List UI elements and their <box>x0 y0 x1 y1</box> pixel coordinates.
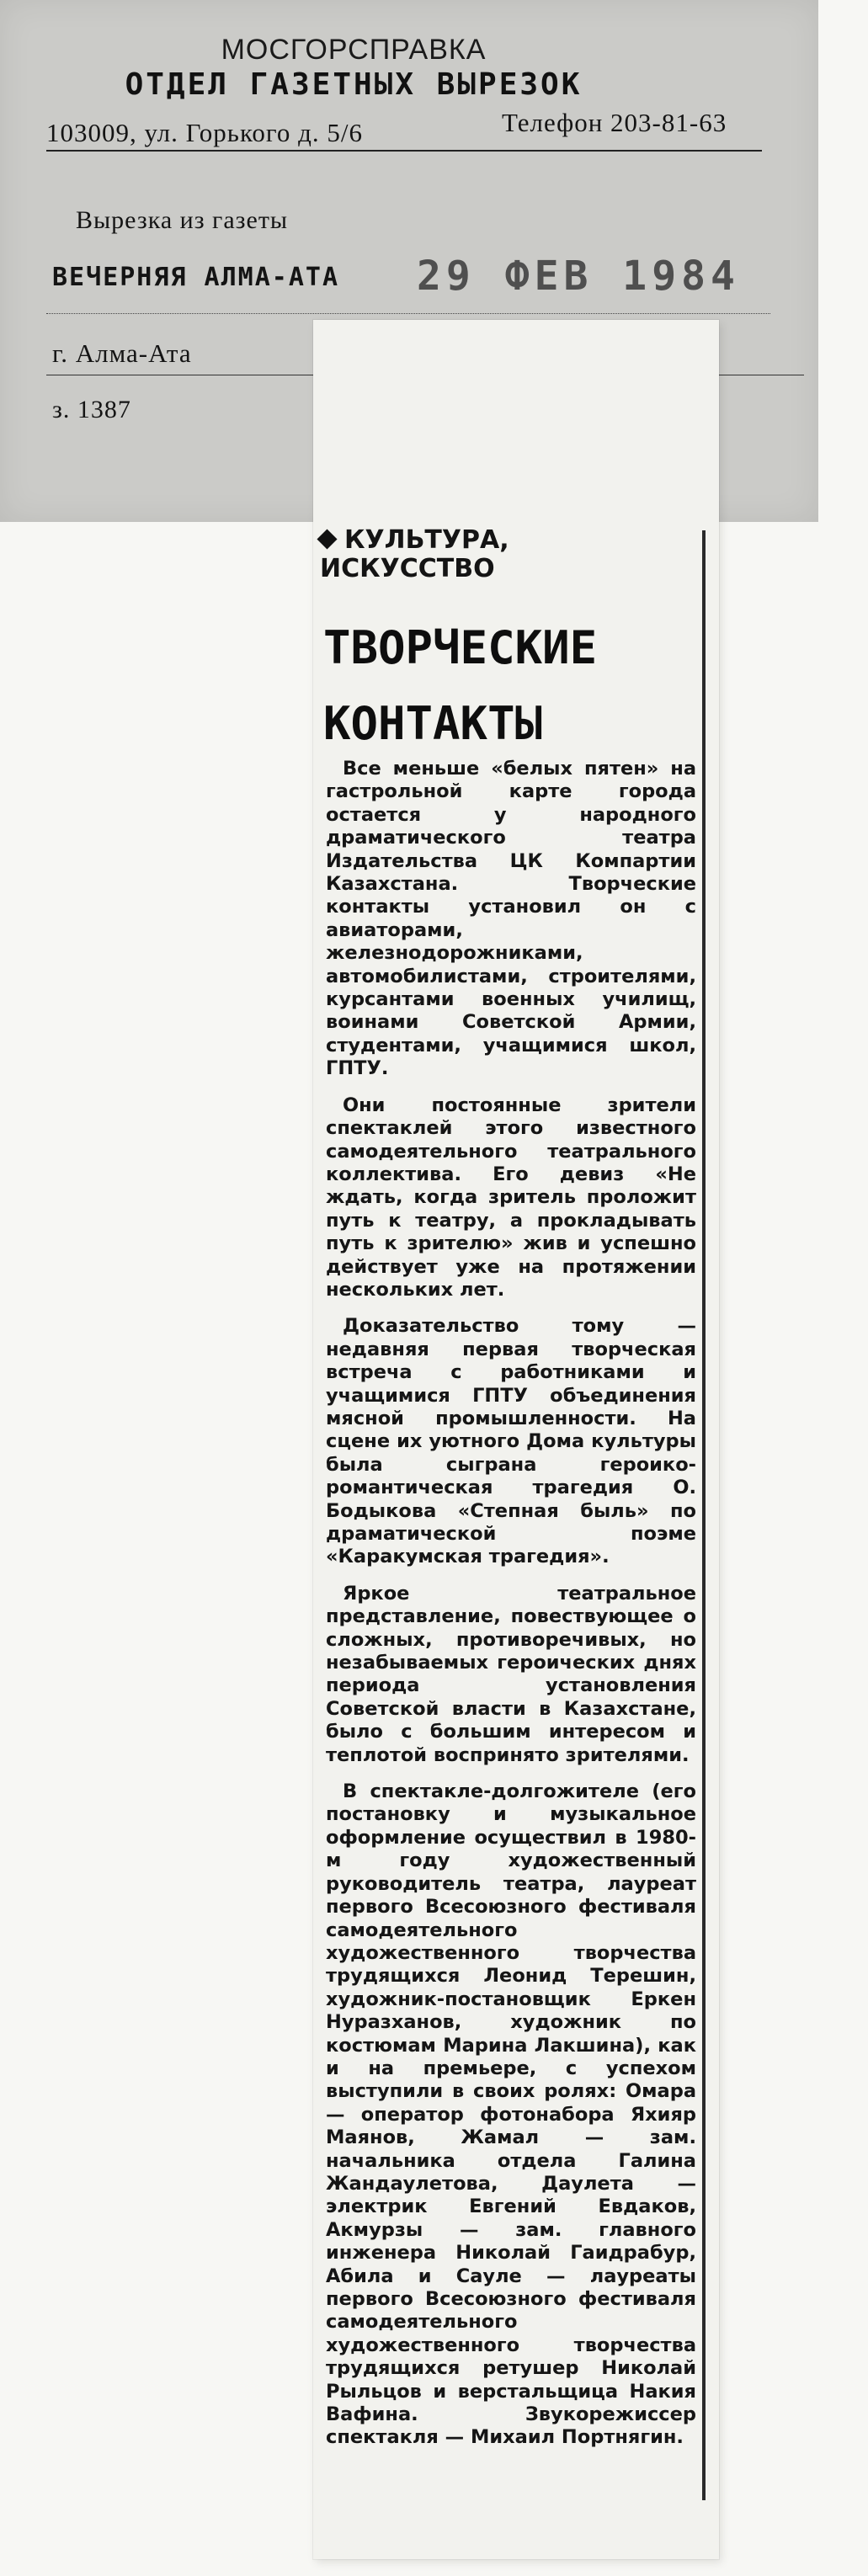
diamond-bullet-icon <box>317 529 337 549</box>
newspaper-name: ВЕЧЕРНЯЯ АЛМА-АТА <box>52 263 340 292</box>
article-paragraph: В спектакле-долгожителе (его постановку и музыкальное оформление осуществил в 1980-м году художественный руководитель театра, лауреат первого Всесоюзного фестиваля самодеятельного художественного творчества трудящихся Леонид Терешин, художник-постановщик Еркен Нуразханов, художник по костюмам Марина Лакшина), как и на премьере, с успехом выступили в своих ролях: Омара — оператор фотонабора Яхияр Маянов, Жамал — зам. начальника отдела Галина Жандаулетова, Даулета — электрик Евгений Евдаков, Акмурзы — зам. главного инженера Николай Гаидрабур, Абила и Сауле — лауреаты первого Всесоюзного фестиваля самодеятельного художественного творчества трудящихся ретушер Николай Рыльцов и верстальщица Накия Вафина. Звукорежиссер спектакля — Михаил Портнягин. <box>326 1780 696 2449</box>
bureau-department: ОТДЕЛ ГАЗЕТНЫХ ВЫРЕЗОК <box>125 67 583 102</box>
article-paragraph: Они постоянные зрители спектаклей этого известного самодеятельного театрального коллектива. Его девиз «Не ждать, когда зритель проложит путь к театру, а прокладывать путь к зрителю» жив и успешно действует уже на протяжении нескольких лет. <box>326 1094 696 1301</box>
header-divider <box>46 150 762 152</box>
bureau-name: МОСГОРСПРАВКА <box>221 34 487 66</box>
article-rubric <box>320 526 509 583</box>
article-headline <box>323 610 694 762</box>
order-number: з. 1387 <box>52 396 131 423</box>
clipping-label: Вырезка из газеты <box>76 206 289 234</box>
rubric-line-1 <box>320 526 509 555</box>
newspaper-underline <box>46 313 770 314</box>
headline-line-2: КОНТАКТЫ <box>323 697 543 750</box>
city-label: г. Алма-Ата <box>52 338 192 368</box>
newspaper-clipping <box>313 320 719 2559</box>
bureau-address: 103009, ул. Горького д. 5/6 <box>46 118 364 147</box>
bureau-phone: Телефон 203-81-63 <box>502 108 727 137</box>
article-paragraph: Яркое театральное представление, повествующее о сложных, противоречивых, но незабываемых героических днях периода установления Советской власти в Казахстане, было с большим интересом и теплотой воспринято зрителями. <box>326 1582 696 1766</box>
rubric-line-1-text: КУЛЬТУРА, <box>344 525 509 555</box>
rubric-line-2: ИСКУССТВО <box>320 554 495 583</box>
article-paragraph: Все меньше «белых пятен» на гастрольной карте города остается у народного драматического театра Издательства ЦК Компартии Казахстана. Творческие контакты установил он с авиаторами, железнодорожниками, автомобилистами, строителями, курсантами военных училищ, воинами Советской Армии, студентами, учащимися школ, ГПТУ. <box>326 758 696 1080</box>
column-rule <box>702 530 706 2500</box>
headline-line-1: ТВОРЧЕСКИЕ <box>323 621 598 674</box>
article-paragraph: Доказательство тому — недавняя первая творческая встреча с работниками и учащимися ГПТУ объединения мясной промышленности. На сцене их уютного Дома культуры была сыграна героико-романтическая трагедия О. Бодыкова «Степная быль» по драматической поэме «Каракумская трагедия». <box>326 1315 696 1568</box>
article-body <box>326 758 696 2509</box>
date-stamp: 29 ФЕВ 1984 <box>417 253 740 300</box>
